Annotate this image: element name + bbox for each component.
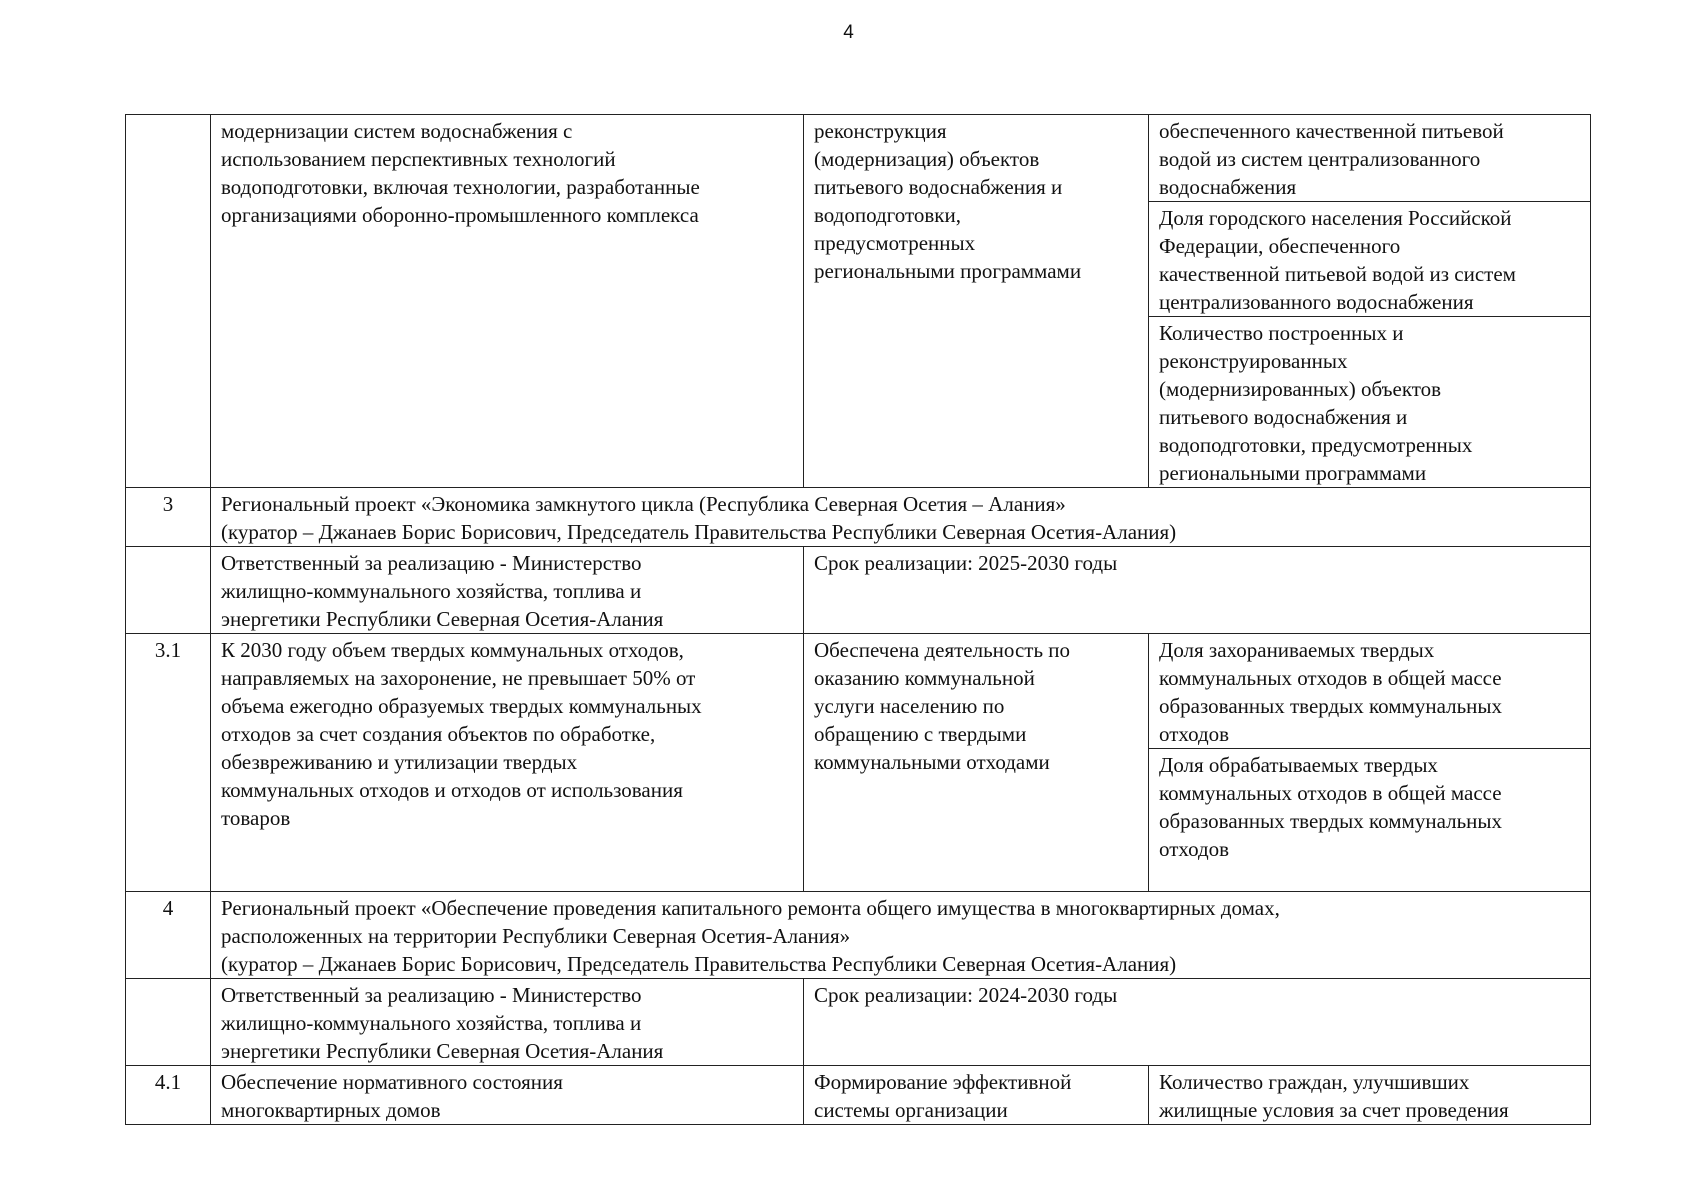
table-row-project-4 [126,892,1591,979]
term-cell: Срок реализации: 2024-2030 годы [804,979,1591,1066]
project-title-cell: Региональный проект «Обеспечение проведения капитального ремонта общего имущества в многоквартирных домах, расположенных на территории Республики Северная Осетия-Алания» (куратор – Джанаев Борис Борисович, Председатель Правительства Республики Северная Осетия-Алания) [211,892,1591,979]
indicator-cell: Доля обрабатываемых твердых коммунальных отходов в общей массе образованных твердых коммунальных отходов [1149,749,1591,892]
table-row-responsible [126,547,1591,634]
responsible-cell: Ответственный за реализацию - Министерство жилищно-коммунального хозяйства, топлива и энергетики Республики Северная Осетия-Алания [211,979,804,1066]
term-cell: Срок реализации: 2025-2030 годы [804,547,1591,634]
row-number-cell: 4 [126,892,211,979]
table-row-project-3 [126,488,1591,547]
task-cell: Обеспечение нормативного состояния многоквартирных домов [211,1066,804,1125]
projects-table [125,114,1591,1125]
row-number-cell: 3 [126,488,211,547]
result-cell: Обеспечена деятельность по оказанию коммунальной услуги населению по обращению с твердыми коммунальными отходами [804,634,1149,892]
row-number-cell: 4.1 [126,1066,211,1125]
task-cell: модернизации систем водоснабжения с использованием перспективных технологий водоподготовки, включая технологии, разработанные организациями оборонно-промышленного комплекса [211,115,804,488]
result-cell: Формирование эффективной системы организации [804,1066,1149,1125]
indicator-cell: Количество граждан, улучшивших жилищные условия за счет проведения [1149,1066,1591,1125]
responsible-cell: Ответственный за реализацию - Министерство жилищно-коммунального хозяйства, топлива и энергетики Республики Северная Осетия-Алания [211,547,804,634]
task-cell: К 2030 году объем твердых коммунальных отходов, направляемых на захоронение, не превышает 50% от объема ежегодно образуемых твердых коммунальных отходов за счет создания объектов по обработке, обезвреживанию и утилизации твердых коммунальных отходов и отходов от использования товаров [211,634,804,892]
page-number: 4 [843,22,854,43]
table-row-responsible [126,979,1591,1066]
row-number-cell [126,979,211,1066]
indicator-cell: Количество построенных и реконструированных (модернизированных) объектов питьевого водоснабжения и водоподготовки, предусмотренных региональными программами [1149,317,1591,488]
result-cell: реконструкция (модернизация) объектов питьевого водоснабжения и водоподготовки, предусмотренных региональными программами [804,115,1149,488]
table-row-continued [126,115,1591,202]
table-row-4-1 [126,1066,1591,1125]
row-number-cell: 3.1 [126,634,211,892]
indicator-cell: Доля захораниваемых твердых коммунальных отходов в общей массе образованных твердых коммунальных отходов [1149,634,1591,749]
table-row-3-1 [126,634,1591,749]
row-number-cell [126,115,211,488]
indicator-cell: обеспеченного качественной питьевой водой из систем централизованного водоснабжения [1149,115,1591,202]
indicator-cell: Доля городского населения Российской Федерации, обеспеченного качественной питьевой водой из систем централизованного водоснабжения [1149,202,1591,317]
row-number-cell [126,547,211,634]
project-title-cell: Региональный проект «Экономика замкнутого цикла (Республика Северная Осетия – Алания» (куратор – Джанаев Борис Борисович, Председатель Правительства Республики Северная Осетия-Алания) [211,488,1591,547]
